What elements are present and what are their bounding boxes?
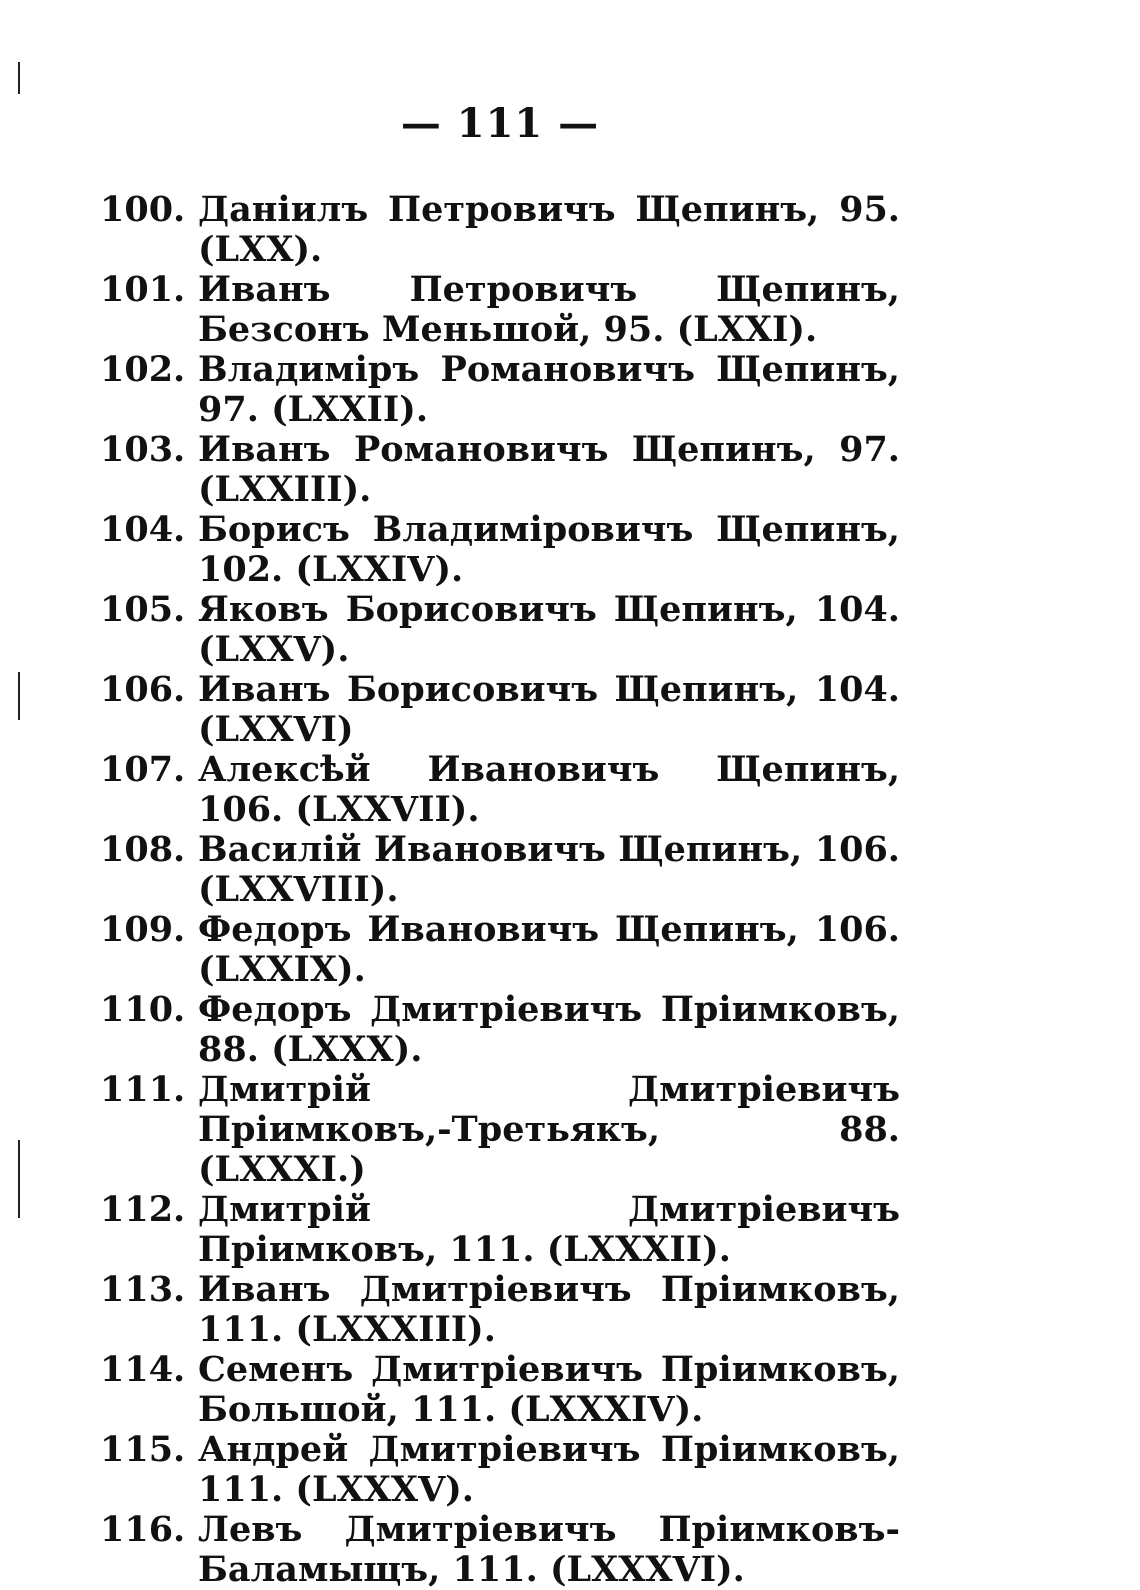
list-item — [100, 270, 900, 350]
entry-number: 104. — [100, 509, 186, 550]
list-item — [100, 350, 900, 430]
entry-number: 115. — [100, 1429, 186, 1470]
entry-text: Алексѣй Ивановичъ Щепинъ, 106. (LXXVII). — [198, 749, 900, 830]
entry-text: Дмитрій Дмитріевичъ Пріимковъ, 111. (LXXXII). — [198, 1189, 900, 1270]
list-item — [100, 590, 900, 670]
entry-number: 113. — [100, 1269, 186, 1310]
entry-number: 101. — [100, 269, 186, 310]
entry-text: Яковъ Борисовичъ Щепинъ, 104. (LXXV). — [198, 589, 900, 670]
entry-text: Иванъ Петровичъ Щепинъ, Безсонъ Меньшой, 95. (LXXI). — [198, 269, 900, 350]
list-item — [100, 1190, 900, 1270]
entry-number: 102. — [100, 349, 186, 390]
list-item — [100, 750, 900, 830]
margin-mark-bottom — [18, 1140, 20, 1218]
list-item — [100, 510, 900, 590]
margin-mark-middle — [18, 672, 20, 720]
entry-number: 100. — [100, 189, 186, 230]
list-item — [100, 190, 900, 270]
entry-list — [100, 190, 900, 1590]
page-number: — 111 — — [400, 100, 600, 147]
entry-text: Андрей Дмитріевичъ Пріимковъ, 111. (LXXXV). — [198, 1429, 900, 1510]
entry-number: 108. — [100, 829, 186, 870]
entry-number: 103. — [100, 429, 186, 470]
list-item — [100, 1070, 900, 1190]
list-item — [100, 830, 900, 910]
entry-number: 116. — [100, 1509, 186, 1550]
entry-number: 112. — [100, 1189, 186, 1230]
entry-text: Даніилъ Петровичъ Щепинъ, 95. (LXX). — [198, 189, 900, 270]
entry-text: Владиміръ Романовичъ Щепинъ, 97. (LXXII). — [198, 349, 900, 430]
list-item — [100, 1270, 900, 1350]
entry-text: Федоръ Дмитріевичъ Пріимковъ, 88. (LXXX). — [198, 989, 900, 1070]
entry-text: Иванъ Борисовичъ Щепинъ, 104. (LXXVI) — [198, 669, 900, 750]
entry-text: Борисъ Владиміровичъ Щепинъ, 102. (LXXIV). — [198, 509, 900, 590]
list-item — [100, 990, 900, 1070]
entry-text: Василій Ивановичъ Щепинъ, 106. (LXXVIII). — [198, 829, 900, 910]
entry-number: 107. — [100, 749, 186, 790]
list-item — [100, 430, 900, 510]
list-item — [100, 1430, 900, 1510]
list-item — [100, 1350, 900, 1430]
entry-number: 109. — [100, 909, 186, 950]
entry-text: Семенъ Дмитріевичъ Пріимковъ, Большой, 111. (LXXXIV). — [198, 1349, 900, 1430]
list-item — [100, 1510, 900, 1590]
entry-text: Левъ Дмитріевичъ Пріимковъ-Баламыщъ, 111. (LXXXVI). — [198, 1509, 900, 1590]
list-item — [100, 670, 900, 750]
entry-number: 110. — [100, 989, 186, 1030]
entry-number: 106. — [100, 669, 186, 710]
entry-text: Иванъ Романовичъ Щепинъ, 97.(LXXIII). — [198, 429, 900, 510]
entry-number: 111. — [100, 1069, 186, 1110]
entry-number: 114. — [100, 1349, 186, 1390]
entry-number: 105. — [100, 589, 186, 630]
entry-text: Федоръ Ивановичъ Щепинъ, 106. (LXXIX). — [198, 909, 900, 990]
margin-mark-top — [18, 62, 20, 94]
entry-text: Дмитрій Дмитріевичъ Пріимковъ,-Третьякъ, 88. (LXXXI.) — [198, 1069, 900, 1190]
list-item — [100, 910, 900, 990]
entry-text: Иванъ Дмитріевичъ Пріимковъ, 111. (LXXXIII). — [198, 1269, 900, 1350]
